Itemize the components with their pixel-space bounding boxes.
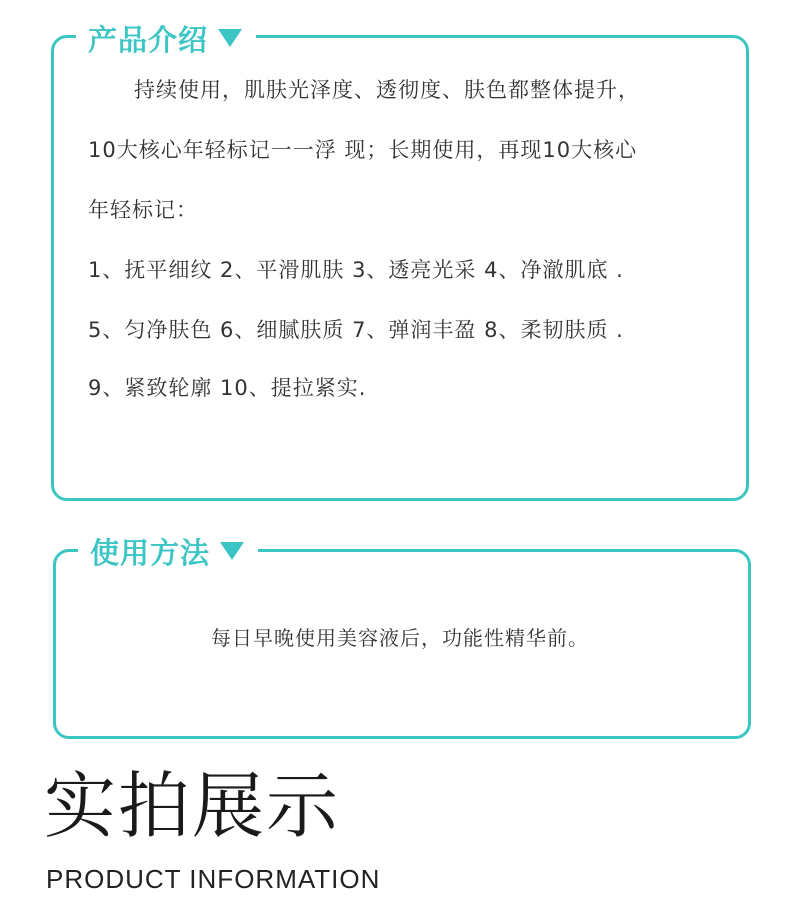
product-intro-heading [76, 18, 256, 58]
intro-line-1: 持续使用，肌肤光泽度、透彻度、肤色都整体提升， [134, 78, 640, 102]
product-intro-title: 产品介绍 [88, 22, 209, 57]
showcase-subtitle: PRODUCT INFORMATION [46, 864, 381, 894]
usage-text: 每日早晚使用美容液后，功能性精华前。 [211, 626, 589, 650]
intro-line-5: 5、匀净肤色 6、细腻肤质 7、弹润丰盈 8、柔韧肤质 . [88, 318, 624, 342]
triangle-down-icon [220, 542, 244, 560]
intro-line-6: 9、紧致轮廓 10、提拉紧实. [88, 376, 367, 400]
usage-heading [78, 531, 258, 571]
intro-line-2: 10大核心年轻标记一一浮 现；长期使用，再现10大核心 [88, 138, 638, 162]
intro-line-4: 1、抚平细纹 2、平滑肌肤 3、透亮光采 4、净澈肌底 . [88, 258, 624, 282]
showcase-title: 实拍展示 [44, 764, 341, 848]
usage-title: 使用方法 [90, 535, 211, 570]
triangle-down-icon [218, 29, 242, 47]
intro-line-3: 年轻标记： [88, 198, 198, 222]
